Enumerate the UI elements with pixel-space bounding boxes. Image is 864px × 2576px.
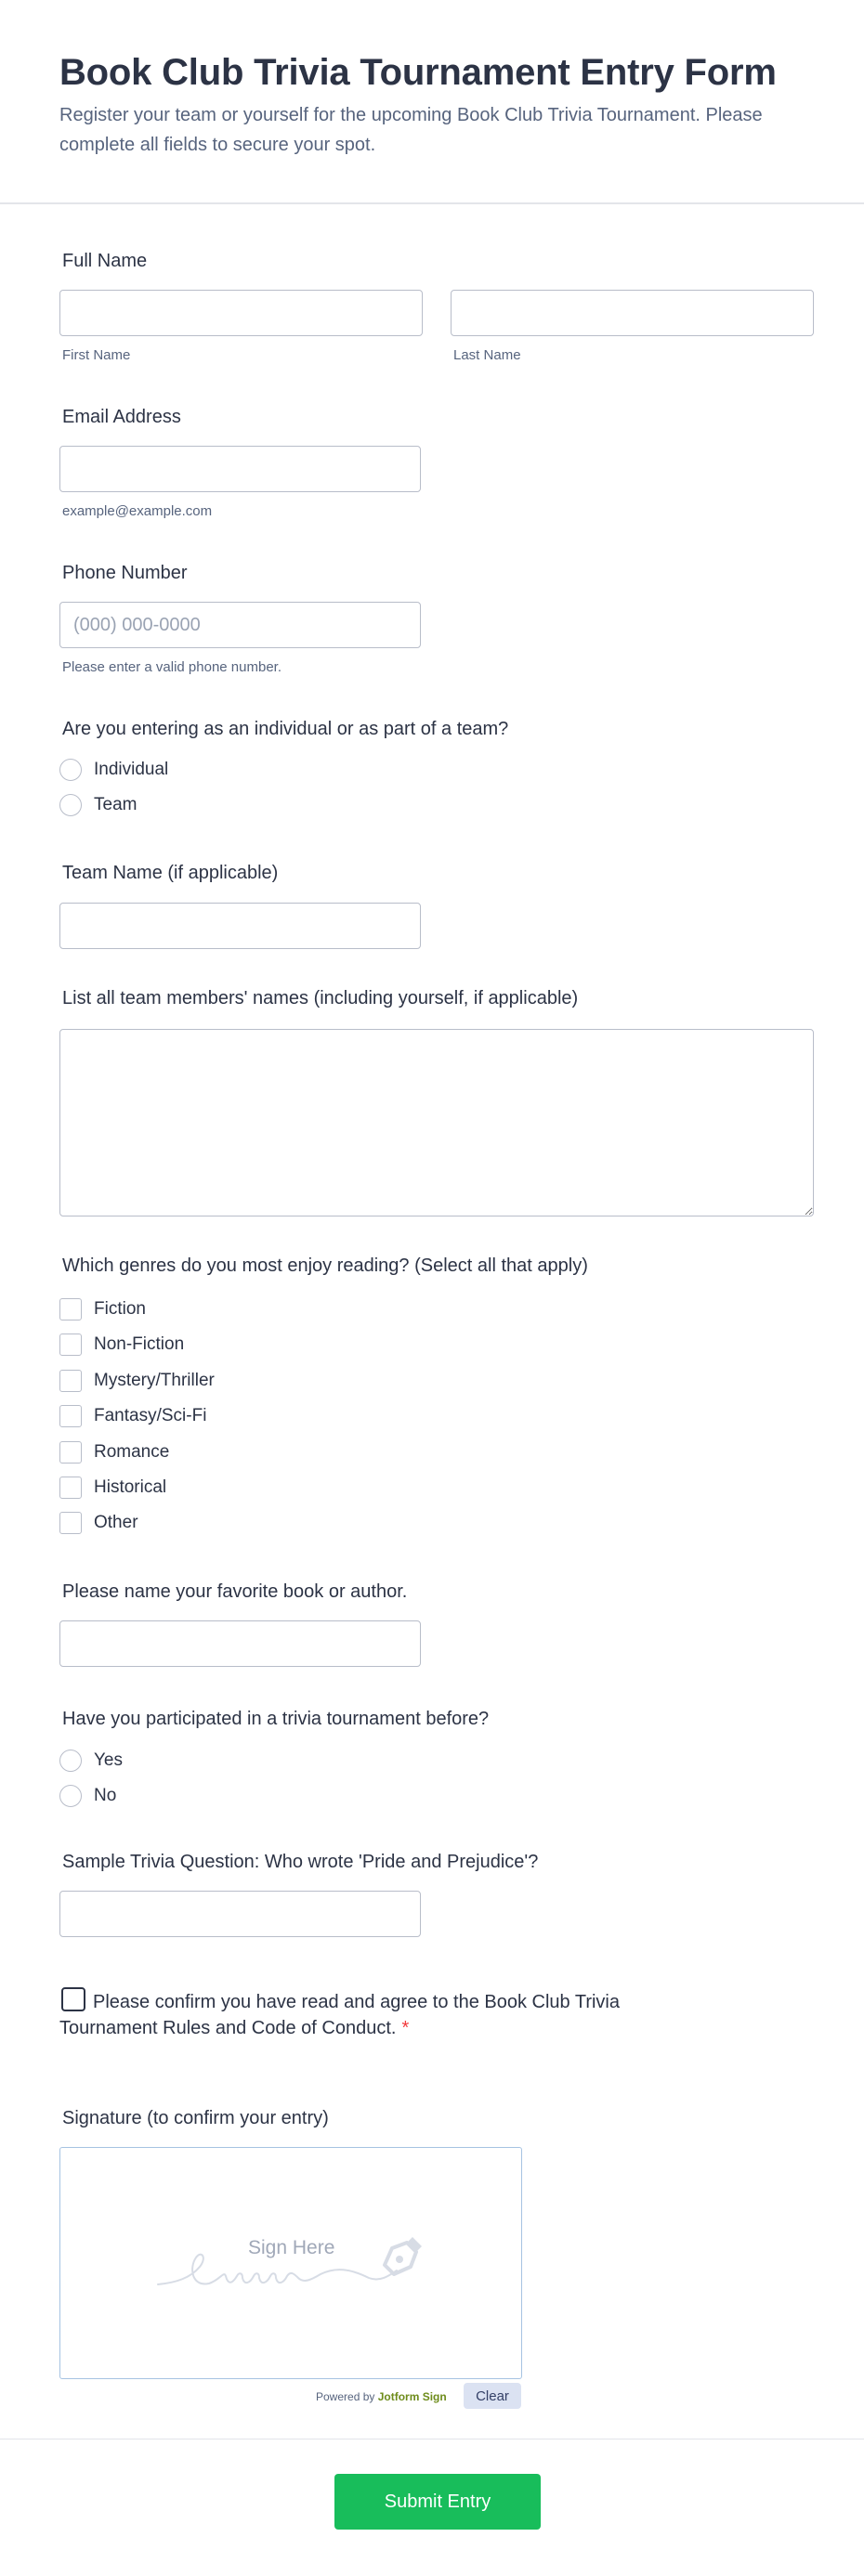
entry-type-field (59, 719, 814, 821)
checkbox-label-romance: Romance (94, 1442, 170, 1462)
phone-label: Phone Number (62, 563, 188, 583)
checkbox-label-non-fiction: Non-Fiction (94, 1334, 185, 1354)
participated-field (59, 1709, 814, 1811)
checkbox-option-other[interactable] (59, 1509, 138, 1537)
favorite-book-field (59, 1581, 814, 1603)
last-name-input[interactable] (451, 290, 814, 336)
sample-question-label: Sample Trivia Question: Who wrote 'Pride and Prejudice'? (62, 1852, 539, 1872)
radio-label-no: No (94, 1786, 117, 1805)
checkbox-option-non-fiction[interactable] (59, 1331, 184, 1359)
radio-option-no[interactable] (59, 1782, 116, 1810)
clear-signature-button[interactable]: Clear (464, 2383, 521, 2409)
checkbox-fiction[interactable] (59, 1298, 82, 1321)
checkbox-option-fantasy[interactable] (59, 1402, 206, 1430)
team-members-field (59, 988, 814, 1009)
terms-agreement (59, 1987, 691, 2041)
genres-label: Which genres do you most enjoy reading? (Select all that apply) (62, 1255, 588, 1276)
checkbox-label-other: Other (94, 1513, 138, 1532)
checkbox-non-fiction[interactable] (59, 1334, 82, 1356)
radio-label-yes: Yes (94, 1750, 123, 1770)
email-label: Email Address (62, 407, 181, 427)
signature-field-label-wrap (59, 2108, 814, 2129)
radio-no[interactable] (59, 1785, 82, 1807)
checkbox-option-historical[interactable] (59, 1474, 166, 1502)
full-name-label: Full Name (62, 251, 148, 271)
favorite-book-label: Please name your favorite book or author. (62, 1581, 408, 1602)
entry-type-label: Are you entering as an individual or as part of a team? (62, 719, 509, 739)
powered-by (316, 2390, 447, 2403)
signature-pad[interactable] (59, 2147, 522, 2379)
checkbox-option-romance[interactable] (59, 1438, 169, 1466)
form-title: Book Club Trivia Tournament Entry Form (59, 52, 777, 93)
radio-team[interactable] (59, 794, 82, 816)
terms-checkbox[interactable] (61, 1987, 85, 2011)
last-name-sublabel: Last Name (453, 347, 521, 363)
pen-nib-icon (379, 2235, 424, 2276)
radio-option-individual[interactable] (59, 756, 168, 784)
team-name-field (59, 863, 814, 884)
phone-input[interactable] (59, 602, 421, 648)
first-name-sublabel: First Name (62, 347, 131, 363)
radio-yes[interactable] (59, 1750, 82, 1772)
sample-question-input[interactable] (59, 1891, 421, 1937)
sample-question-field (59, 1852, 814, 1873)
terms-text: Please confirm you have read and agree to the Book Club Trivia Tournament Rules and Code of Conduct. (59, 1992, 620, 2038)
checkbox-label-historical: Historical (94, 1477, 167, 1497)
phone-sublabel: Please enter a valid phone number. (62, 659, 281, 675)
submit-button[interactable]: Submit Entry (334, 2474, 541, 2530)
email-field (59, 407, 814, 519)
team-name-label: Team Name (if applicable) (62, 863, 279, 883)
checkbox-label-fantasy: Fantasy/Sci-Fi (94, 1406, 207, 1425)
email-input[interactable] (59, 446, 421, 492)
radio-option-yes[interactable] (59, 1747, 123, 1775)
form-header (0, 0, 864, 204)
radio-label-team: Team (94, 795, 137, 814)
favorite-book-input[interactable] (59, 1620, 421, 1667)
email-sublabel: example@example.com (62, 503, 213, 519)
checkbox-historical[interactable] (59, 1477, 82, 1499)
checkbox-label-mystery: Mystery/Thriller (94, 1371, 215, 1390)
checkbox-option-mystery[interactable] (59, 1367, 215, 1395)
radio-option-team[interactable] (59, 791, 137, 819)
genres-field (59, 1255, 814, 1553)
checkbox-mystery[interactable] (59, 1370, 82, 1392)
required-asterisk: * (401, 2018, 410, 2038)
team-members-label: List all team members' names (including yourself, if applicable) (62, 988, 579, 1008)
sign-here-hint: Sign Here (248, 2237, 335, 2258)
team-members-textarea[interactable] (59, 1029, 814, 1216)
signature-scribble-icon (60, 2148, 523, 2380)
first-name-input[interactable] (59, 290, 423, 336)
full-name-field (59, 251, 814, 363)
signature-label: Signature (to confirm your entry) (62, 2108, 329, 2128)
radio-individual[interactable] (59, 759, 82, 781)
powered-by-prefix: Powered by (316, 2390, 375, 2403)
checkbox-option-fiction[interactable] (59, 1295, 146, 1323)
participated-label: Have you participated in a trivia tournament before? (62, 1709, 490, 1729)
radio-label-individual: Individual (94, 760, 169, 779)
form-subtitle: Register your team or yourself for the upcoming Book Club Trivia Tournament. Please complete all fields to secure your spot. (59, 105, 763, 155)
checkbox-fantasy[interactable] (59, 1405, 82, 1427)
checkbox-romance[interactable] (59, 1441, 82, 1464)
phone-field (59, 563, 814, 675)
checkbox-label-fiction: Fiction (94, 1299, 146, 1319)
checkbox-other[interactable] (59, 1512, 82, 1534)
team-name-input[interactable] (59, 903, 421, 949)
jotform-sign-brand[interactable]: Jotform Sign (377, 2390, 447, 2403)
